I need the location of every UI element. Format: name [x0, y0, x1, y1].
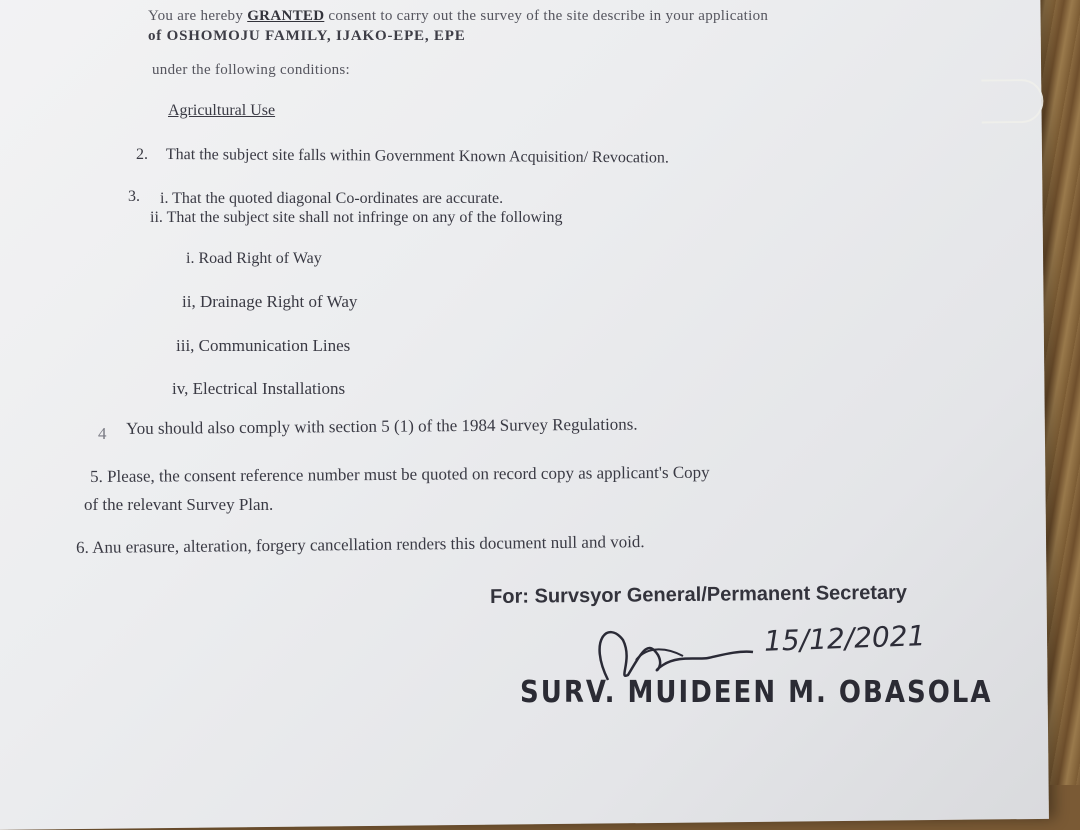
granted-word: GRANTED [247, 8, 325, 24]
condition-1: Agricultural Use [168, 102, 276, 119]
paper-fold [981, 79, 1043, 124]
for-surveyor-general-line: For: Survsyor General/Permanent Secretary [490, 581, 908, 608]
intro-line-1 [148, 8, 768, 25]
condition-2-number: 2. [136, 146, 148, 163]
condition-4: You should also comply with section 5 (1) of the 1984 Survey Regulations. [126, 414, 638, 438]
intro-line-2: of OSHOMOJU FAMILY, IJAKO-EPE, EPE [148, 28, 466, 44]
sub-item-electrical: iv, Electrical Installations [172, 379, 346, 398]
intro-prefix: You are hereby [148, 8, 244, 24]
condition-4-number: 4 [98, 424, 107, 443]
condition-5-line-2: of the relevant Survey Plan. [84, 495, 274, 514]
sub-item-communication: iii, Communication Lines [176, 336, 351, 355]
condition-3-i: i. That the quoted diagonal Co-ordinates are accurate. [160, 190, 504, 207]
surveyor-name-stamp: SURV. MUIDEEN M. OBASOLA [520, 675, 993, 711]
conditions-intro: under the following conditions: [152, 62, 351, 78]
intro-suffix: consent to carry out the survey of the site describe in your application [328, 8, 769, 24]
condition-2: That the subject site falls within Government Known Acquisition/ Revocation. [165, 146, 670, 167]
sub-item-road: i. Road Right of Way [186, 250, 322, 267]
condition-3-ii: ii. That the subject site shall not infringe on any of the following [150, 209, 563, 226]
handwritten-date: 15/12/2021 [763, 619, 926, 658]
condition-5-line-1: 5. Please, the consent reference number must be quoted on record copy as applicant's Copy [90, 462, 710, 486]
condition-6: 6. Anu erasure, alteration, forgery cancellation renders this document null and void. [76, 532, 645, 557]
condition-3-number: 3. [128, 188, 140, 205]
sub-item-drainage: ii, Drainage Right of Way [182, 292, 358, 311]
